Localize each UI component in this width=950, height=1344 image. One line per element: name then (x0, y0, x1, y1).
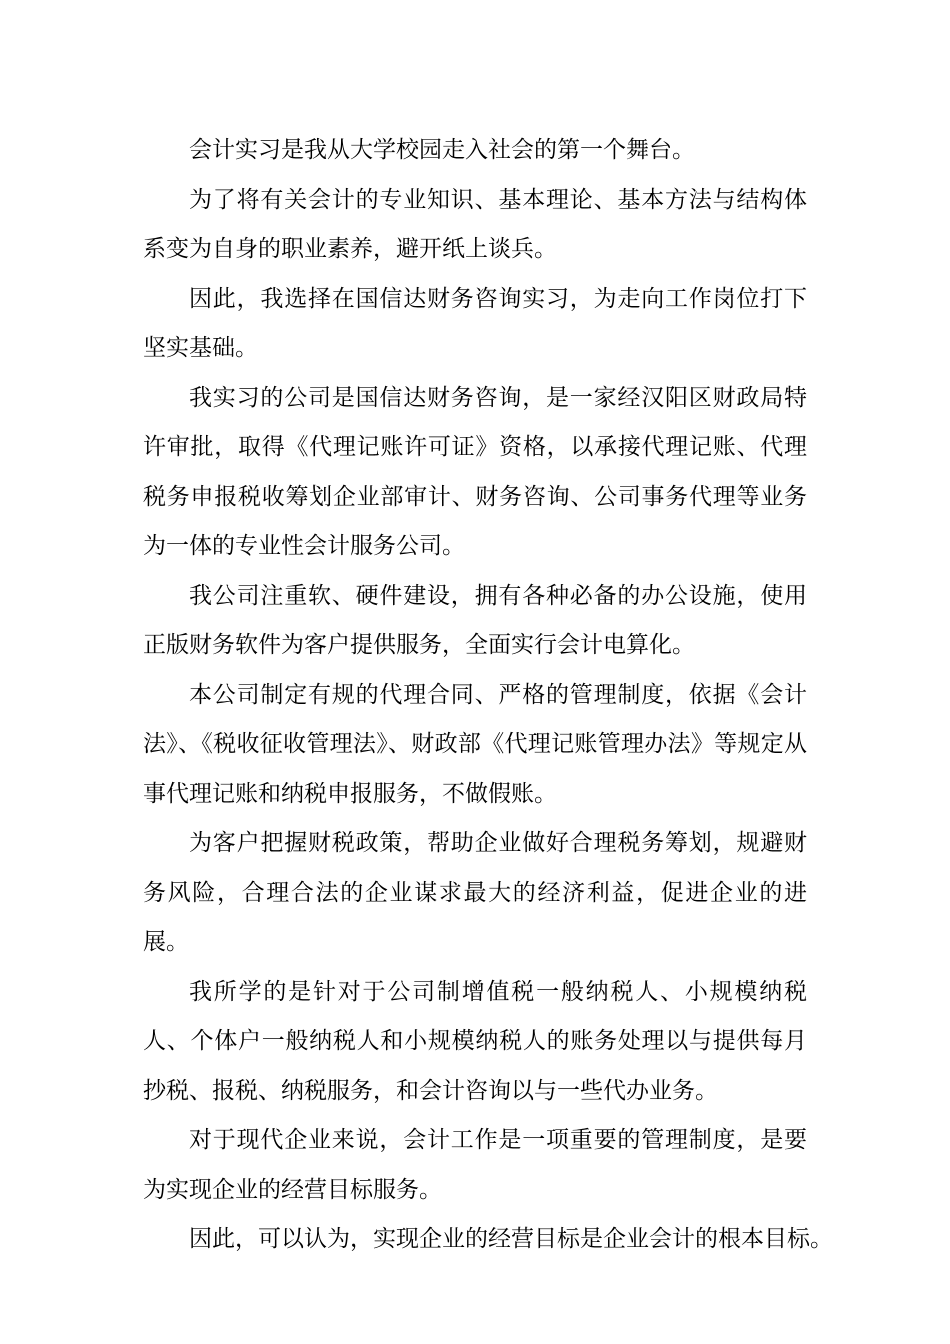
paragraph-9: 对于现代企业来说，会计工作是一项重要的管理制度，是要为实现企业的经营目标服务。 (143, 1127, 807, 1203)
paragraph-4: 我实习的公司是国信达财务咨询，是一家经汉阳区财政局特许审批，取得《代理记账许可证》资格，以承接代理记账、代理税务申报税收筹划企业部审计、财务咨询、公司事务代理等业务为一体的专业性会计服务公司。 (143, 384, 807, 559)
paragraph-8: 我所学的是针对于公司制增值税一般纳税人、小规模纳税人、个体户一般纳税人和小规模纳税人的账务处理以与提供每月抄税、报税、纳税服务，和会计咨询以与一些代办业务。 (143, 978, 807, 1104)
document-body (143, 126, 833, 1265)
paragraph-1: 会计实习是我从大学校园走入社会的第一个舞台。 (189, 137, 695, 163)
paragraph-6: 本公司制定有规的代理合同、严格的管理制度，依据《会计法》、《税收征收管理法》、财政部《代理记账管理办法》等规定从事代理记账和纳税申报服务，不做假账。 (143, 681, 807, 807)
paragraph-10: 因此，可以认为，实现企业的经营目标是企业会计的根本目标。 (189, 1226, 833, 1252)
paragraph-5: 我公司注重软、硬件建设，拥有各种必备的办公设施，使用正版财务软件为客户提供服务，全面实行会计电算化。 (143, 582, 807, 658)
paragraph-7: 为客户把握财税政策，帮助企业做好合理税务筹划，规避财务风险，合理合法的企业谋求最大的经济利益，促进企业的进展。 (143, 830, 807, 955)
paragraph-3: 因此，我选择在国信达财务咨询实习，为走向工作岗位打下坚实基础。 (143, 285, 807, 361)
paragraph-2: 为了将有关会计的专业知识、基本理论、基本方法与结构体系变为自身的职业素养，避开纸上谈兵。 (143, 186, 807, 262)
